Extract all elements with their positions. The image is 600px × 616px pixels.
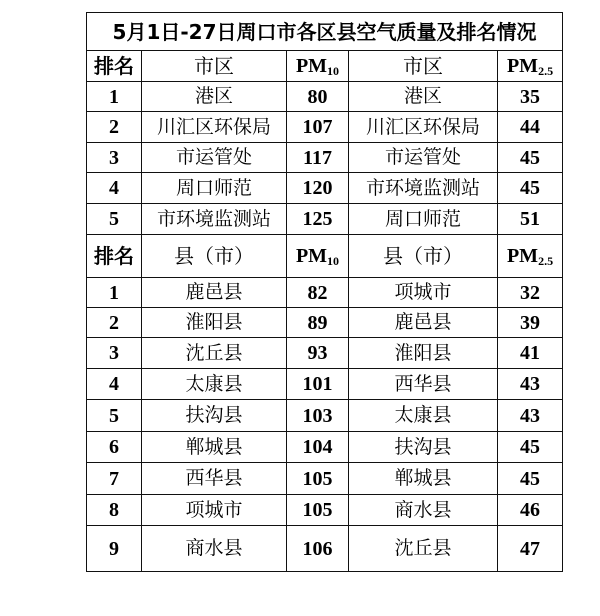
table-row [87,308,563,338]
pm25-area-cell: 鹿邑县 [349,308,498,338]
county-header-rank: 排名 [87,235,142,278]
pm10-area-cell: 周口师范 [142,173,287,204]
air-quality-table-wrapper [86,12,562,572]
pm25-value-cell: 51 [498,204,563,235]
pm25-value-cell: 32 [498,278,563,308]
table-row [87,526,563,572]
pm25-value-cell: 45 [498,143,563,173]
rank-cell: 7 [87,463,142,495]
pm10-value-cell: 80 [287,82,349,112]
table-row [87,338,563,369]
table-row [87,143,563,173]
pm10-area-cell: 太康县 [142,369,287,400]
pm10-value-cell: 125 [287,204,349,235]
county-header-pm10-main: PM [295,245,328,267]
pm25-area-cell: 扶沟县 [349,432,498,463]
pm10-value-cell: 117 [287,143,349,173]
city-header-pm10-subscript: 10 [327,64,340,78]
county-header-pm10 [287,235,349,278]
pm10-area-cell: 淮阳县 [142,308,287,338]
county-header-row [87,235,563,278]
pm25-value-cell: 45 [498,432,563,463]
pm25-value-cell: 43 [498,400,563,432]
pm10-area-cell: 市运管处 [142,143,287,173]
pm25-value-cell: 39 [498,308,563,338]
pm25-value-cell: 45 [498,173,563,204]
pm25-area-cell: 市运管处 [349,143,498,173]
table-row [87,112,563,143]
rank-cell: 5 [87,204,142,235]
pm10-area-cell: 港区 [142,82,287,112]
pm25-area-cell: 项城市 [349,278,498,308]
table-row [87,495,563,526]
pm10-value-cell: 105 [287,463,349,495]
pm10-area-cell: 郸城县 [142,432,287,463]
city-header-area-a: 市区 [142,51,287,82]
pm25-area-cell: 商水县 [349,495,498,526]
city-header-pm25-main: PM [506,55,539,77]
pm25-area-cell: 川汇区环保局 [349,112,498,143]
county-header-pm25-main: PM [506,245,539,267]
pm10-area-cell: 市环境监测站 [142,204,287,235]
rank-cell: 5 [87,400,142,432]
pm25-area-cell: 市环境监测站 [349,173,498,204]
table-row [87,369,563,400]
pm25-area-cell: 西华县 [349,369,498,400]
county-header-area-b: 县（市） [349,235,498,278]
pm10-value-cell: 101 [287,369,349,400]
pm10-area-cell: 扶沟县 [142,400,287,432]
pm10-value-cell: 89 [287,308,349,338]
rank-cell: 6 [87,432,142,463]
pm25-area-cell: 周口师范 [349,204,498,235]
rank-cell: 4 [87,369,142,400]
table-row [87,173,563,204]
county-header-pm25 [498,235,563,278]
pm25-value-cell: 44 [498,112,563,143]
county-header-pm25-subscript: 2.5 [538,254,554,268]
pm10-value-cell: 82 [287,278,349,308]
city-header-pm25 [498,51,563,82]
city-header-pm10-main: PM [295,55,328,77]
rank-cell: 3 [87,143,142,173]
rank-cell: 9 [87,526,142,572]
city-header-rank: 排名 [87,51,142,82]
table-row [87,463,563,495]
pm25-area-cell: 郸城县 [349,463,498,495]
table-row [87,400,563,432]
title-row [87,13,563,51]
pm25-value-cell: 47 [498,526,563,572]
pm25-area-cell: 港区 [349,82,498,112]
pm25-value-cell: 45 [498,463,563,495]
pm10-value-cell: 120 [287,173,349,204]
pm25-value-cell: 41 [498,338,563,369]
pm10-area-cell: 西华县 [142,463,287,495]
table-row [87,278,563,308]
table-row [87,82,563,112]
pm25-area-cell: 淮阳县 [349,338,498,369]
pm10-value-cell: 106 [287,526,349,572]
pm10-value-cell: 103 [287,400,349,432]
pm25-value-cell: 43 [498,369,563,400]
rank-cell: 3 [87,338,142,369]
pm10-value-cell: 105 [287,495,349,526]
air-quality-table [86,12,563,572]
pm10-area-cell: 川汇区环保局 [142,112,287,143]
pm10-area-cell: 沈丘县 [142,338,287,369]
county-header-area-a: 县（市） [142,235,287,278]
table-row [87,432,563,463]
pm25-area-cell: 沈丘县 [349,526,498,572]
rank-cell: 1 [87,278,142,308]
rank-cell: 1 [87,82,142,112]
pm10-area-cell: 项城市 [142,495,287,526]
rank-cell: 4 [87,173,142,204]
pm25-value-cell: 46 [498,495,563,526]
city-header-row [87,51,563,82]
pm25-value-cell: 35 [498,82,563,112]
rank-cell: 2 [87,308,142,338]
pm10-area-cell: 商水县 [142,526,287,572]
city-header-area-b: 市区 [349,51,498,82]
table-row [87,204,563,235]
table-title: 5月1日-27日周口市各区县空气质量及排名情况 [87,13,563,51]
pm25-area-cell: 太康县 [349,400,498,432]
city-header-pm10 [287,51,349,82]
rank-cell: 2 [87,112,142,143]
county-header-pm10-subscript: 10 [327,254,340,268]
rank-cell: 8 [87,495,142,526]
pm10-value-cell: 104 [287,432,349,463]
city-header-pm25-subscript: 2.5 [538,64,554,78]
pm10-value-cell: 107 [287,112,349,143]
pm10-value-cell: 93 [287,338,349,369]
pm10-area-cell: 鹿邑县 [142,278,287,308]
